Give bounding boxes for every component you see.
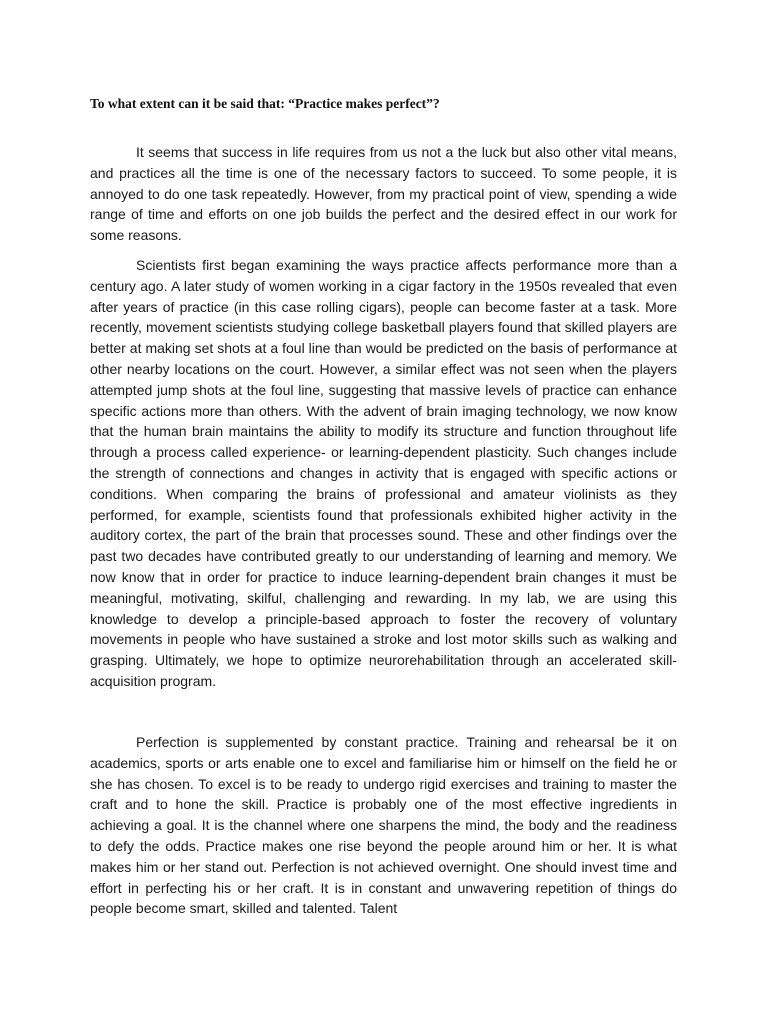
essay-title: To what extent can it be said that: “Practice makes perfect”? — [90, 96, 440, 111]
paragraph-1: It seems that success in life requires from us not a the luck but also other vital means, and practices all the time is one of the necessary factors to succeed. To some people, it is annoyed to do one task repeatedly. However, from my practical point of view, spending a wide range of time and efforts on one job builds the perfect and the desired effect in our work for some reasons. — [90, 144, 677, 244]
paragraph-3: Perfection is supplemented by constant practice. Training and rehearsal be it on academics, sports or arts enable one to excel and familiarise him or himself on the field he or she has chosen. To excel is to be ready to undergo rigid exercises and training to master the craft and to hone the skill. Practice is probably one of the most effective ingredients in achieving a goal. It is the channel where one sharpens the mind, the body and the readiness to defy the odds. Practice makes one rise beyond the people around him or her. It is what makes him or her stand out. Perfection is not achieved overnight. One should invest time and effort in perfecting his or her craft. It is in constant and unwavering repetition of things do people become smart, skilled and talented. Talent — [90, 734, 677, 917]
paragraph-2: Scientists first began examining the ways practice affects performance more than a century ago. A later study of women working in a cigar factory in the 1950s revealed that even after years of practice (in this case rolling cigars), people can become faster at a task. More recently, movement scientists studying college basketball players found that skilled players are better at making set shots at a foul line than would be predicted on the basis of performance at other nearby locations on the court. However, a similar effect was not seen when the players attempted jump shots at the foul line, suggesting that massive levels of practice can enhance specific actions more than others. With the advent of brain imaging technology, we now know that the human brain maintains the ability to modify its structure and function throughout life through a process called experience- or learning-dependent plasticity. Such changes include the strength of connections and changes in activity that is engaged with specific actions or conditions. When comparing the brains of professional and amateur violinists as they performed, for example, scientists found that professionals exhibited higher activity in the auditory cortex, the part of the brain that processes sound. These and other findings over the past two decades have contributed greatly to our understanding of learning and memory. We now know that in order for practice to induce learning-dependent brain changes it must be meaningful, motivating, skilful, challenging and rewarding. In my lab, we are using this knowledge to develop a principle-based approach to foster the recovery of voluntary movements in people who have sustained a stroke and lost motor skills such as walking and grasping. Ultimately, we hope to optimize neurorehabilitation through an accelerated skill-acquisition program. — [90, 257, 677, 689]
